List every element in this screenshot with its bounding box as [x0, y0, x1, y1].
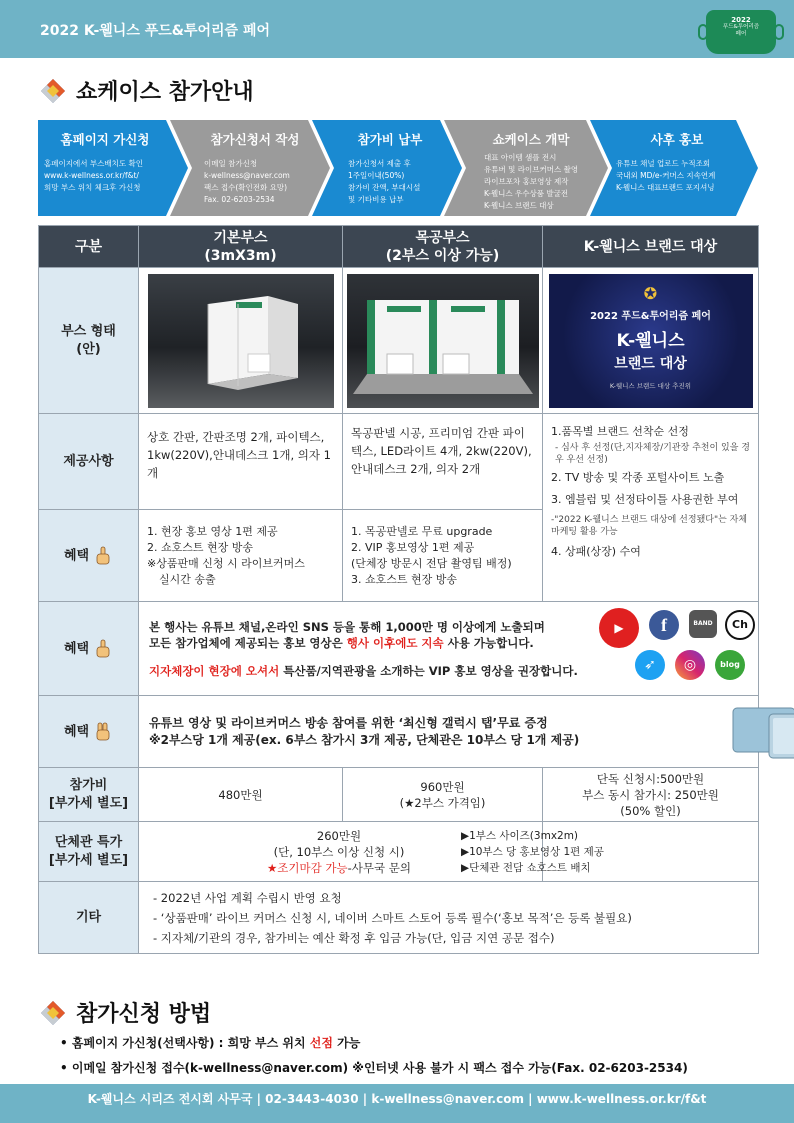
row-label-benefit: 혜택: [39, 696, 139, 768]
table-row-benefit-3: [39, 696, 759, 768]
table-row-provided: [39, 414, 759, 510]
section-title: 쇼케이스 참가안내: [76, 80, 254, 105]
flow-step-5: [590, 120, 758, 216]
flow-step-title: 참가신청서 작성: [210, 132, 300, 147]
twitter-icon[interactable]: ➶: [635, 650, 665, 680]
row-label: 제공사항: [39, 414, 139, 510]
wood-provided: 목공판넬 시공, 프리미엄 간판 파이텍스, LED라이트 4개, 2kw(220V), 안내데스크 2개, 의자 2개: [343, 414, 543, 510]
flow-step-2: [170, 120, 330, 216]
hand-one-finger-icon: [93, 639, 113, 659]
facebook-icon[interactable]: f: [649, 610, 679, 640]
flow-step-desc: 참가신청서 제출 후 1주일이내(50%) 참가비 잔액, 부대시설 및 기타비용 납부: [348, 159, 421, 204]
brand-award-image-cell: [543, 268, 759, 414]
flow-step-title: 홈페이지 가신청: [60, 132, 150, 147]
basic-booth-image: [148, 274, 334, 408]
row-label: 기타: [39, 882, 139, 954]
etc-cell: - 2022년 사업 계획 수립시 반영 요청 - ‘상품판매’ 라이브 커머스 신청 시, 네이버 스마트 스토어 등록 필수(‘홍보 목적’은 등록 불필요) - 지자체/기관의 경우, 참가비는 예산 확정 후 입금 가능(단, 입금 지연 공문 접수): [139, 882, 759, 954]
diamond-bullet-icon: [40, 78, 66, 104]
row-label: 참가비 [부가세 별도]: [39, 768, 139, 822]
row-label-benefit: 혜택: [39, 510, 139, 602]
hand-one-finger-icon: [93, 546, 113, 566]
hand-two-fingers-icon: [93, 722, 113, 742]
table-row-group: [39, 822, 759, 882]
logo-year: 2022: [731, 16, 751, 24]
footer-bar: [0, 1084, 794, 1123]
flow-step-4: [444, 120, 608, 216]
top-bar: [0, 0, 794, 58]
basic-provided: 상호 간판, 간판조명 2개, 파이텍스, 1kw(220V),안내데스크 1개, 의자 1개: [139, 414, 343, 510]
brand-provided: 1.품목별 브랜드 선착순 선정 - 심사 후 선정(단,지자체장/기관장 추천이 있을 경우 우선 선정) 2. TV 방송 및 각종 포털사이트 노출 3. 엠블럼 및 선정타이틀 사용권한 부여 -"2022 K-웰니스 브랜드 대상에 선정됐다"는 자체 마케팅 활용 가능 4. 상패(상장) 수여: [543, 414, 759, 602]
logo-text: 푸드&투어리즘: [722, 24, 760, 30]
flow-step-desc: 대표 아이템 샘플 전시 유튜버 및 라이브커머스 촬영 라이브포차 홍보영상 제작 K-웰니스 우수상품 발굴전 K-웰니스 브랜드 대상: [484, 153, 579, 210]
diamond-bullet-icon: [40, 1000, 66, 1026]
table-header-row: [39, 226, 759, 268]
info-table: [38, 225, 759, 954]
basic-benefit: 1. 현장 홍보 영상 1편 제공 2. 쇼호스트 현장 방송 ※상품판매 신청 시 라이브커머스 실시간 송출: [139, 510, 343, 602]
sns-benefit-cell: 본 행사는 유튜브 채널,온라인 SNS 등을 통해 1,000만 명 이상에게 노출되며 모든 참가업체에 제공되는 홍보 영상은 행사 이후에도 지속 사용 가능합니다. 지자체장이 현장에 오셔서 특산품/지역관광을 소개하는 VIP 홍보 영상을 권장합니다. ▶ f BAND Ch ➶ ◎ blog: [139, 602, 759, 696]
brand-fee: 단독 신청시:500만원 부스 동시 참가시: 250만원 (50% 할인): [543, 768, 759, 822]
flow-step-title: 참가비 납부: [357, 132, 423, 147]
table-row-etc: [39, 882, 759, 954]
footer-contact: K-웰니스 시리즈 전시회 사무국 | 02-3443-4030 | k-wellness@naver.com | www.k-wellness.or.kr/f&t: [87, 1092, 707, 1106]
fair-logo: [706, 10, 776, 54]
table-row-benefit-2: [39, 602, 759, 696]
row-label: 단체관 특가 [부가세 별도]: [39, 822, 139, 882]
process-flow: [38, 120, 758, 216]
youtube-icon[interactable]: ▶: [599, 608, 639, 648]
flow-step-desc: 유튜브 채널 업로드 누적조회 국내외 MD/e-커머스 지속연계 K-웰니스 대표브랜드 포지셔닝: [616, 159, 716, 192]
wood-benefit: 1. 목공판넬로 무료 upgrade 2. VIP 홍보영상 1편 제공 (단체장 방문시 전담 촬영팀 배정) 3. 쇼호스트 현장 방송: [343, 510, 543, 602]
brand-award-image: ✪ 2022 푸드&투어리즘 페어 K-웰니스 브랜드 대상 K-웰니스 브랜드 대상 추진위: [549, 274, 753, 408]
table-row-fee: [39, 768, 759, 822]
row-label-benefit: 혜택: [39, 602, 139, 696]
section-heading-apply: [40, 997, 211, 1028]
apply-line-1: • 홈페이지 가신청(선택사항) : 희망 부스 위치 선점 가능: [60, 1036, 361, 1050]
flow-step-title: 쇼케이스 개막: [492, 132, 570, 147]
logo-text-2: 페어: [735, 31, 747, 37]
column-header: 기본부스 (3mX3m): [139, 226, 343, 268]
basic-fee: 480만원: [139, 768, 343, 822]
band-icon[interactable]: BAND: [689, 610, 717, 638]
column-header: 구분: [39, 226, 139, 268]
tablet-benefit-cell: 유튜브 영상 및 라이브커머스 방송 참여를 위한 ‘최신형 갤럭시 탭’무료 증정 ※2부스당 1개 제공(ex. 6부스 참가시 3개 제공, 단체관은 10부스 당 1개 제공): [139, 696, 759, 768]
instagram-icon[interactable]: ◎: [675, 650, 705, 680]
header-title: 2022 K-웰니스 푸드&투어리즘 페어: [40, 23, 271, 39]
flow-step-title: 사후 홍보: [650, 132, 704, 147]
column-header: K-웰니스 브랜드 대상: [543, 226, 759, 268]
galaxy-tab-icon: [729, 704, 794, 760]
group-price-cell: 260만원 (단, 10부스 이상 신청 시) ★조기마감 가능-사무국 문의 ▶1부스 사이즈(3mx2m) ▶10부스 당 홍보영상 1편 제공 ▶단체관 전담 쇼호스트 배치: [139, 822, 543, 882]
column-header: 목공부스 (2부스 이상 가능): [343, 226, 543, 268]
award-emblem-icon: ✪: [643, 283, 658, 303]
section-heading-showcase: [40, 75, 254, 106]
apply-line-2: • 이메일 참가신청 접수(k-wellness@naver.com) ※인터넷 사용 불가 시 팩스 접수 가능(Fax. 02-6203-2534): [60, 1061, 688, 1075]
flow-step-3: [312, 120, 462, 216]
wood-fee: 960만원 (★2부스 가격임): [343, 768, 543, 822]
blog-icon[interactable]: blog: [715, 650, 745, 680]
flow-step-1: [38, 120, 188, 216]
wood-booth-image: [347, 274, 539, 408]
flow-step-desc: 홈페이지에서 부스배치도 확인 www.k-wellness.or.kr/f&t/ 희망 부스 위치 체크후 가신청: [44, 159, 143, 192]
wood-booth-image-cell: [343, 268, 543, 414]
basic-booth-image-cell: [139, 268, 343, 414]
group-perks: ▶1부스 사이즈(3mx2m) ▶10부스 당 홍보영상 1편 제공 ▶단체관 전담 쇼호스트 배치: [461, 830, 604, 874]
channel-icon[interactable]: Ch: [725, 610, 755, 640]
table-row-booth: [39, 268, 759, 414]
row-label: 부스 형태 (안): [39, 268, 139, 414]
section-title: 참가신청 방법: [76, 1002, 212, 1027]
flow-step-desc: 이메일 참가신청 k-wellness@naver.com 팩스 접수(확인전화 요망) Fax. 02-6203-2534: [204, 159, 290, 204]
